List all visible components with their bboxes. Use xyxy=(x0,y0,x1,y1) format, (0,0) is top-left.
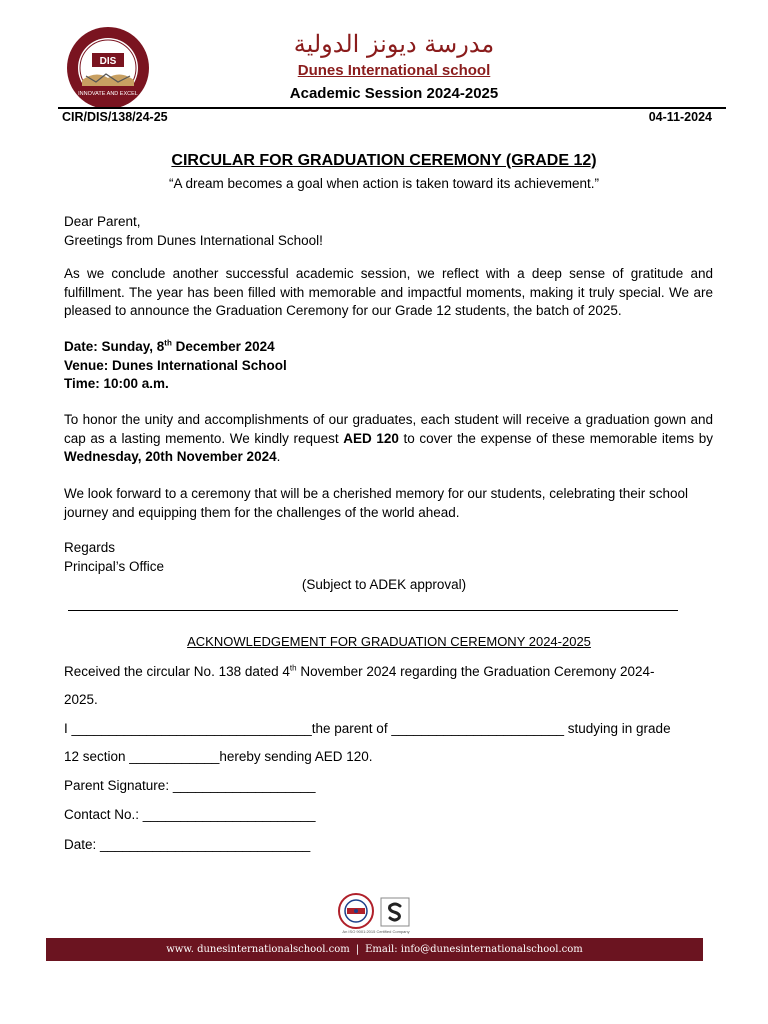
fee-paragraph: To honor the unity and accomplishments of our graduates, each student will receive a graduation gown and cap as a lasting memento. We kindly request AED 120 to cover the expense of these memorable items by Wednesday, 20th November 2024. xyxy=(64,412,714,464)
footer-separator: | xyxy=(355,944,360,955)
signoff-block xyxy=(64,539,713,576)
event-venue: Venue: Dunes International School xyxy=(64,357,287,373)
event-time: Time: 10:00 a.m. xyxy=(64,376,169,391)
certification-caption: An ISO 9001:2015 Certified Company xyxy=(342,929,410,934)
event-date: Date: Sunday, 8th December 2024 xyxy=(64,338,275,354)
date-field[interactable]: Date: ____________________________ xyxy=(64,837,311,852)
event-details xyxy=(64,338,713,394)
contact-number-field[interactable]: Contact No.: _______________________ xyxy=(64,807,316,822)
quote: “A dream becomes a goal when action is taken toward its achievement.” xyxy=(169,176,599,191)
academic-session: Academic Session 2024-2025 xyxy=(289,85,499,102)
fee-deadline: Wednesday, 20th November 2024 xyxy=(64,449,277,464)
school-name: Dunes International school xyxy=(297,62,491,79)
subject-note: (Subject to ADEK approval) xyxy=(301,577,467,592)
footer-contact-bar xyxy=(46,938,703,961)
ack-parent-line[interactable]: I ________________________________the parent of _______________________ studying in grade xyxy=(64,721,671,736)
certification-seal-icon xyxy=(338,893,374,929)
ack-received-line: Received the circular No. 138 dated 4th November 2024 regarding the Graduation Ceremony 2024- xyxy=(64,663,655,679)
principal-office: Principal’s Office xyxy=(64,558,165,574)
salutation: Dear Parent, xyxy=(64,214,141,229)
intro-paragraph: As we conclude another successful academic session, we reflect with a deep sense of gratitude and fulfillment. The year has been filled with memorable and impactful moments, making it truly special. We are pleased to announce the Graduation Ceremony for our Grade 12 students, the batch of 2025. xyxy=(64,266,713,318)
footer-website-link[interactable]: www. dunesinternationalschool.com xyxy=(166,944,350,955)
parent-signature-field[interactable]: Parent Signature: ___________________ xyxy=(64,778,316,793)
svg-text:INNOVATE AND EXCEL: INNOVATE AND EXCEL xyxy=(78,91,138,97)
circular-title: CIRCULAR FOR GRADUATION CEREMONY (GRADE 12) xyxy=(171,152,597,169)
regards: Regards xyxy=(64,540,116,555)
ack-received-line-2: 2025. xyxy=(64,692,98,707)
header-divider xyxy=(58,107,726,109)
acknowledgement-title: ACKNOWLEDGEMENT FOR GRADUATION CEREMONY 2024-2025 xyxy=(187,634,591,649)
ack-section-line[interactable]: 12 section ____________hereby sending AED 120. xyxy=(64,749,373,764)
circular-number: CIR/DIS/138/24-25 xyxy=(62,110,168,124)
school-logo-icon xyxy=(66,26,150,110)
closing-paragraph: We look forward to a ceremony that will be a cherished memory for our students, celebrating their school journey and equipping them for the challenges of the world ahead. xyxy=(64,486,689,520)
school-name-arabic: مدرسة ديونز الدولية xyxy=(293,30,495,58)
svg-text:DIS: DIS xyxy=(99,56,117,67)
cut-divider xyxy=(68,610,678,611)
greeting: Greetings from Dunes International School! xyxy=(64,232,323,248)
circular-date: 04-11-2024 xyxy=(648,110,712,124)
footer-email-link[interactable]: Email: info@dunesinternationalschool.com xyxy=(365,944,583,955)
fee-amount: AED 120 xyxy=(343,430,399,446)
salutation-block xyxy=(64,213,713,250)
iso-certification-icon xyxy=(380,897,410,927)
